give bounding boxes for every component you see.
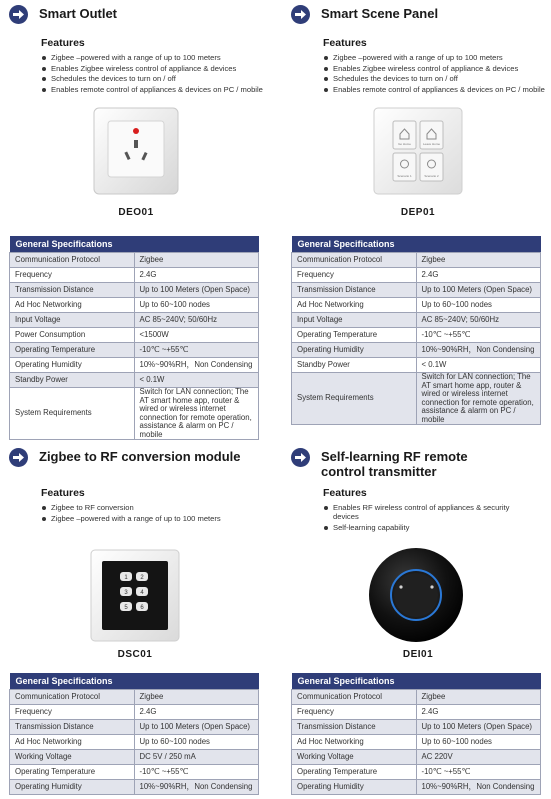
feature-item: Enables remote control of appliances & devices on PC / mobile: [323, 85, 551, 94]
spec-key: Operating Humidity: [10, 358, 135, 373]
spec-value: 10%~90%RH，Non Condensing: [416, 780, 541, 795]
spec-value: Zigbee: [134, 690, 259, 705]
spec-table: [291, 236, 541, 425]
spec-key: Working Voltage: [292, 750, 417, 765]
model-number: DEO01: [118, 207, 154, 218]
spec-value: Zigbee: [416, 690, 541, 705]
spec-value: Up to 60~100 nodes: [134, 298, 259, 313]
spec-value: AC 85~240V; 50/60Hz: [134, 313, 259, 328]
spec-key: System Requirements: [292, 373, 417, 425]
product-title: Zigbee to RF conversion module: [39, 449, 241, 464]
arrow-right-icon: [9, 448, 28, 467]
scene-button-label: Go Home: [398, 142, 411, 146]
spec-table-header: General Specifications: [10, 236, 259, 253]
spec-value: 2.4G: [416, 268, 541, 283]
feature-item: Enables Zigbee wireless control of appliance & devices: [323, 64, 551, 73]
spec-value: AC 220V: [416, 750, 541, 765]
spec-value: -10℃ ~+55℃: [134, 765, 259, 780]
spec-key: Operating Temperature: [10, 765, 135, 780]
feature-list: [323, 53, 551, 94]
spec-value: Up to 60~100 nodes: [416, 735, 541, 750]
spec-key: System Requirements: [10, 388, 135, 440]
feature-list: [41, 503, 271, 523]
spec-value: Up to 100 Meters (Open Space): [416, 283, 541, 298]
spec-key: Transmission Distance: [10, 720, 135, 735]
spec-key: Operating Humidity: [10, 780, 135, 795]
feature-item: Zigbee –powered with a range of up to 100 meters: [41, 53, 271, 62]
spec-value: Up to 100 Meters (Open Space): [134, 283, 259, 298]
spec-table: [9, 673, 259, 795]
spec-key: Communication Protocol: [292, 253, 417, 268]
key-label: 2: [140, 575, 144, 581]
key-label: 6: [140, 605, 144, 611]
spec-key: Transmission Distance: [292, 720, 417, 735]
product-zigbee-rf-module: [9, 449, 271, 524]
spec-table-header: General Specifications: [292, 673, 541, 690]
features-heading: Features: [323, 487, 367, 499]
rf-transmitter-image: [366, 545, 466, 645]
feature-item: Self-learning capability: [323, 523, 531, 532]
arrow-right-icon: [291, 5, 310, 24]
spec-key: Operating Temperature: [292, 328, 417, 343]
spec-value: -10℃ ~+55℃: [134, 343, 259, 358]
spec-key: Working Voltage: [10, 750, 135, 765]
feature-item: Schedules the devices to turn on / off: [323, 74, 551, 83]
spec-value: Zigbee: [416, 253, 541, 268]
spec-value: DC 5V / 250 mA: [134, 750, 259, 765]
spec-value: 2.4G: [134, 268, 259, 283]
smart-outlet-image: [93, 107, 179, 195]
spec-key: Operating Temperature: [292, 765, 417, 780]
feature-item: Enables RF wireless control of appliances & security devices: [323, 503, 531, 521]
key-label: 1: [124, 575, 128, 581]
spec-key: Transmission Distance: [10, 283, 135, 298]
spec-value: < 0.1W: [416, 358, 541, 373]
spec-value: Up to 100 Meters (Open Space): [134, 720, 259, 735]
spec-key: Operating Temperature: [10, 343, 135, 358]
spec-key: Input Voltage: [10, 313, 135, 328]
spec-table: [9, 236, 259, 440]
arrow-right-icon: [9, 5, 28, 24]
spec-key: Standby Power: [292, 358, 417, 373]
feature-item: Enables Zigbee wireless control of appliance & devices: [41, 64, 271, 73]
smart-scene-panel-image: [373, 107, 463, 195]
spec-key: Operating Humidity: [292, 343, 417, 358]
spec-key: Communication Protocol: [10, 253, 135, 268]
spec-key: Frequency: [292, 705, 417, 720]
spec-value: Up to 60~100 nodes: [134, 735, 259, 750]
key-label: 5: [124, 605, 128, 611]
spec-key: Operating Humidity: [292, 780, 417, 795]
spec-key: Ad Hoc Networking: [292, 298, 417, 313]
spec-value: 2.4G: [134, 705, 259, 720]
spec-value: -10℃ ~+55℃: [416, 765, 541, 780]
spec-key: Frequency: [10, 705, 135, 720]
features-heading: Features: [41, 487, 85, 499]
spec-key: Power Consumption: [10, 328, 135, 343]
spec-value: Switch for LAN connection; The AT smart home app, router & wired or wireless internet connection for remote operation, assistance & alarm on PC / mobile: [134, 388, 259, 440]
spec-key: Communication Protocol: [292, 690, 417, 705]
spec-key: Transmission Distance: [292, 283, 417, 298]
key-label: 3: [124, 590, 128, 596]
scene-button-label: Scenario 1: [397, 174, 412, 178]
spec-key: Frequency: [292, 268, 417, 283]
spec-value: -10℃ ~+55℃: [416, 328, 541, 343]
spec-table-header: General Specifications: [292, 236, 541, 253]
feature-list: [41, 53, 271, 94]
feature-item: Zigbee –powered with a range of up to 100 meters: [323, 53, 551, 62]
rf-module-image: [90, 549, 180, 642]
product-title: Smart Outlet: [39, 6, 118, 21]
spec-key: Input Voltage: [292, 313, 417, 328]
model-number: DEP01: [400, 207, 436, 218]
product-title: Self-learning RF remote control transmitter: [321, 449, 468, 479]
spec-key: Communication Protocol: [10, 690, 135, 705]
key-label: 4: [140, 590, 144, 596]
spec-value: 10%~90%RH，Non Condensing: [134, 780, 259, 795]
spec-value: Switch for LAN connection; The AT smart home app, router & wired or wireless internet connection for remote operation, assistance & alarm on PC / mobile: [416, 373, 541, 425]
spec-table: [291, 673, 541, 795]
product-smart-outlet: [9, 6, 271, 95]
feature-list: [323, 503, 531, 532]
feature-item: Zigbee to RF conversion: [41, 503, 271, 512]
spec-key: Ad Hoc Networking: [10, 298, 135, 313]
spec-value: 10%~90%RH，Non Condensing: [134, 358, 259, 373]
spec-value: Up to 60~100 nodes: [416, 298, 541, 313]
spec-value: Up to 100 Meters (Open Space): [416, 720, 541, 735]
feature-item: Zigbee –powered with a range of up to 100 meters: [41, 514, 271, 523]
spec-key: Standby Power: [10, 373, 135, 388]
arrow-right-icon: [291, 448, 310, 467]
model-number: DSC01: [117, 649, 153, 660]
spec-key: Ad Hoc Networking: [10, 735, 135, 750]
spec-value: Zigbee: [134, 253, 259, 268]
spec-value: <1500W: [134, 328, 259, 343]
feature-item: Enables remote control of appliances & devices on PC / mobile: [41, 85, 271, 94]
spec-value: < 0.1W: [134, 373, 259, 388]
scene-button-label: Scenario 2: [424, 174, 439, 178]
scene-button-label: Leave Home: [422, 142, 441, 146]
spec-key: Frequency: [10, 268, 135, 283]
features-heading: Features: [41, 37, 85, 49]
spec-table-header: General Specifications: [10, 673, 259, 690]
spec-value: 10%~90%RH，Non Condensing: [416, 343, 541, 358]
spec-value: AC 85~240V; 50/60Hz: [416, 313, 541, 328]
spec-value: 2.4G: [416, 705, 541, 720]
features-heading: Features: [323, 37, 367, 49]
product-smart-scene-panel: [291, 6, 551, 95]
spec-key: Ad Hoc Networking: [292, 735, 417, 750]
model-number: DEI01: [402, 649, 434, 660]
product-title: Smart Scene Panel: [321, 6, 439, 21]
feature-item: Schedules the devices to turn on / off: [41, 74, 271, 83]
product-rf-remote-transmitter: [291, 449, 531, 533]
